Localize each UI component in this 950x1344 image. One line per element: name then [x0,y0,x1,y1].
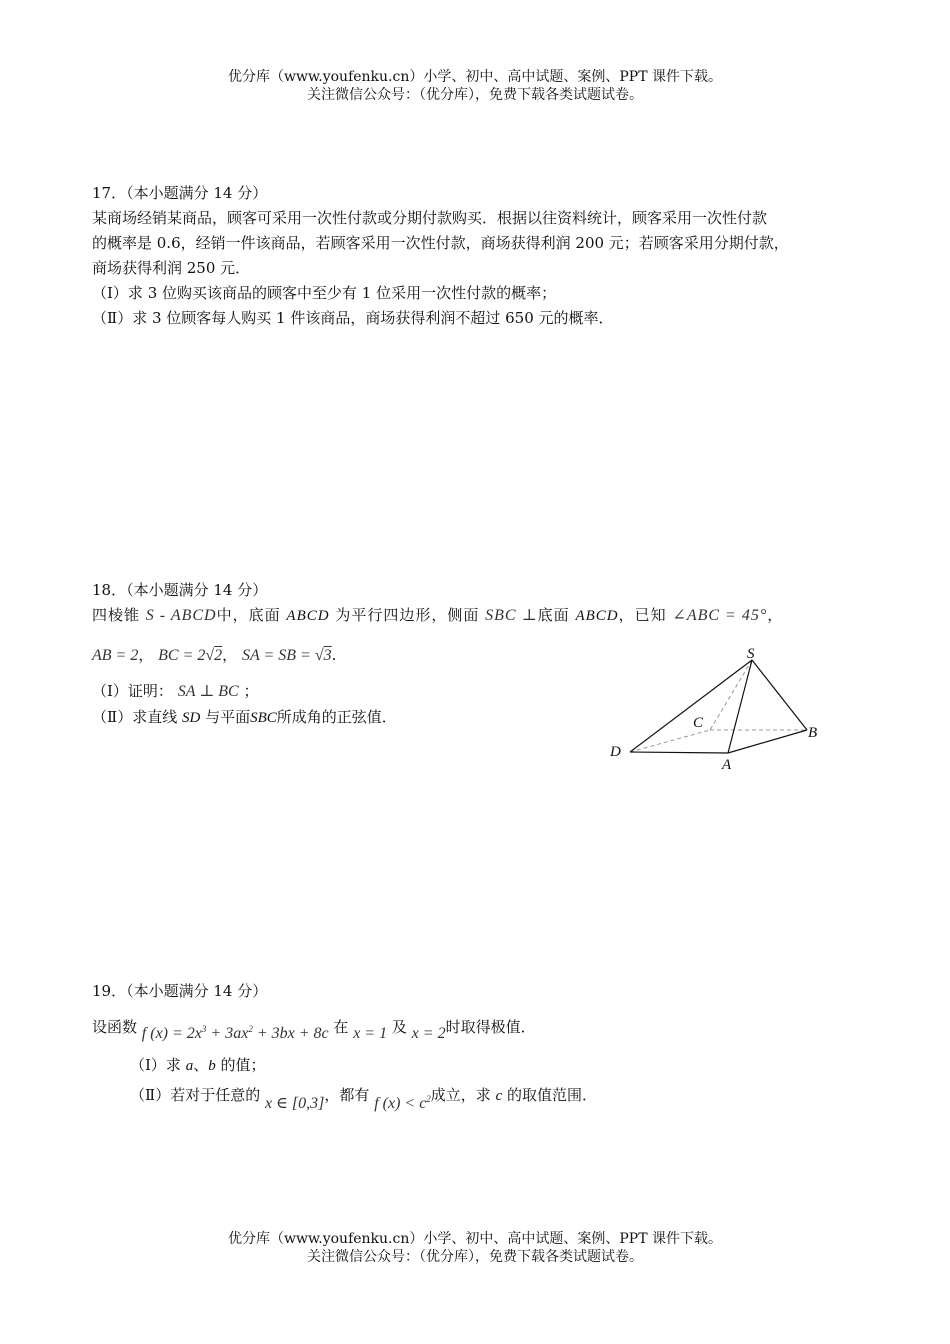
q19-exponent: 3 [201,1024,207,1034]
edge-sb [752,660,807,730]
page-footer [0,1230,950,1266]
q18-line-1 [92,604,783,627]
q18-part-1 [92,680,259,703]
q19-part1-text: 、 [193,1056,209,1074]
q18-math-bc: BC = 2√2 [158,647,223,664]
q18-title: 18．（本小题满分 14 分） [92,581,268,599]
edge-sa [728,660,752,753]
q18-sep: ， [138,646,154,664]
q18-math-sa-prefix: SA = SB = [241,647,311,664]
q19-math-part: f (x) = 2x [141,1025,202,1042]
q19-math-part: + 3bx + 8c [252,1025,329,1042]
q19-part1-text: 的值； [220,1056,266,1074]
header-line-2: 关注微信公众号：（优分库），免费下载各类试题试卷。 [307,87,643,103]
q17-paragraph-2: 的概率是 0.6，经销一件该商品，若顾客采用一次性付款，商场获得利润 200 元；若顾客采用分期付款， [92,234,789,252]
pyramid-figure [600,640,840,775]
q18-part1-text: （Ⅰ）证明： [92,682,173,700]
q19-text: 设函数 [92,1018,138,1036]
q18-part2-sbc: SBC [250,710,277,726]
q18-text: ， [767,606,784,624]
q18-part2-sd: SD [181,710,201,726]
q18-base-label: ABCD [575,608,619,624]
q19-var-c: c [495,1088,503,1104]
q18-text: 四棱锥 [92,606,141,624]
q18-line-2 [92,644,336,667]
q18-text: 底面 [537,606,570,624]
q19-exponent: 2 [248,1024,253,1034]
q19-part2-text: 的取值范围． [507,1086,598,1104]
q18-math-ab: AB = 2 [92,647,139,664]
vertex-label-a: A [722,757,732,773]
q18-end: . [331,646,337,664]
q18-text: 为平行四边形，侧面 [335,606,480,624]
footer-line-1: 优分库（www.youfenku.cn）小学、初中、高中试题、案例、PPT 课件下载。 [227,1231,722,1247]
q19-text: 时取得极值． [445,1018,536,1036]
q19-part2-text: ，都有 [324,1086,370,1104]
q18-part2-text: 与平面 [205,708,251,726]
q18-part2-text: 所成角的正弦值． [276,708,397,726]
q18-math-pyramid: S - ABCD [145,607,217,624]
q19-math-x2: x = 2 [411,1025,446,1042]
q18-text: ，已知 [618,606,667,624]
edge-sc-hidden [710,660,752,730]
q18-part2-text: （Ⅱ）求直线 [92,708,178,726]
edge-dc-hidden [630,730,710,752]
q19-exponent: 2 [426,1094,431,1104]
q18-sep: ， [222,646,238,664]
edge-sd [630,660,752,752]
q19-math-inequality [374,1095,431,1112]
header-line-1: 优分库（www.youfenku.cn）小学、初中、高中试题、案例、PPT 课件下载。 [227,69,722,85]
q18-math-perp: SBC ⊥ [485,607,538,624]
vertex-label-c: C [693,715,704,731]
q17-title: 17．（本小题满分 14 分） [92,184,268,202]
q18-math-sa-radicand: 3 [323,647,332,664]
q19-math-part: f (x) < c [374,1095,427,1112]
q18-math-bc-prefix: BC = 2 [158,647,206,664]
q17-paragraph-1: 某商场经销某商品，顾客可采用一次性付款或分期付款购买．根据以往资料统计，顾客采用一次性付款 [92,209,768,227]
q19-text: 在 [333,1018,349,1036]
q19-math-interval: x ∈ [0,3] [264,1095,325,1112]
footer-line-2: 关注微信公众号：（优分库），免费下载各类试题试卷。 [307,1249,643,1265]
vertex-label-d: D [610,744,621,760]
q19-title: 19．（本小题满分 14 分） [92,982,268,1000]
q19-part1-text: （Ⅰ）求 [130,1056,181,1074]
q19-line-1 [92,1012,536,1042]
q18-math-angle: ∠ABC = 45° [672,607,768,624]
q17-part-2: （Ⅱ）求 3 位顾客每人购买 1 件该商品，商场获得利润不超过 650 元的概率． [92,309,614,327]
q19-math-function [142,1025,329,1042]
q19-part2-text: （Ⅱ）若对于任意的 [130,1086,261,1104]
vertex-label-s: S [747,646,755,662]
q19-part-2 [130,1080,598,1112]
q19-text: 及 [391,1018,407,1036]
q19-part2-text: 成立，求 [430,1086,491,1104]
q17-paragraph-3: 商场获得利润 250 元． [92,259,251,277]
q18-math-bc-radicand: 2 [214,647,223,664]
q18-math-sa-sb: SA = SB = √3 [241,647,332,664]
q19-part-1 [130,1054,266,1077]
vertex-label-b: B [808,725,818,741]
q18-part1-end: ； [243,682,259,700]
q18-base-label: ABCD [286,608,330,624]
q19-math-part: + 3ax [206,1025,249,1042]
edge-da [630,752,728,753]
q17-part-1: （Ⅰ）求 3 位购买该商品的顾客中至少有 1 位采用一次性付款的概率； [92,284,557,302]
q19-math-x1: x = 1 [353,1025,388,1042]
q18-text: 中，底面 [216,606,281,624]
q19-var-a: a [185,1058,194,1074]
q18-part-2 [92,706,397,729]
edge-ab [728,730,807,753]
page-header [0,68,950,104]
q19-var-b: b [208,1058,216,1074]
q18-part1-math: SA ⊥ BC [177,683,239,700]
